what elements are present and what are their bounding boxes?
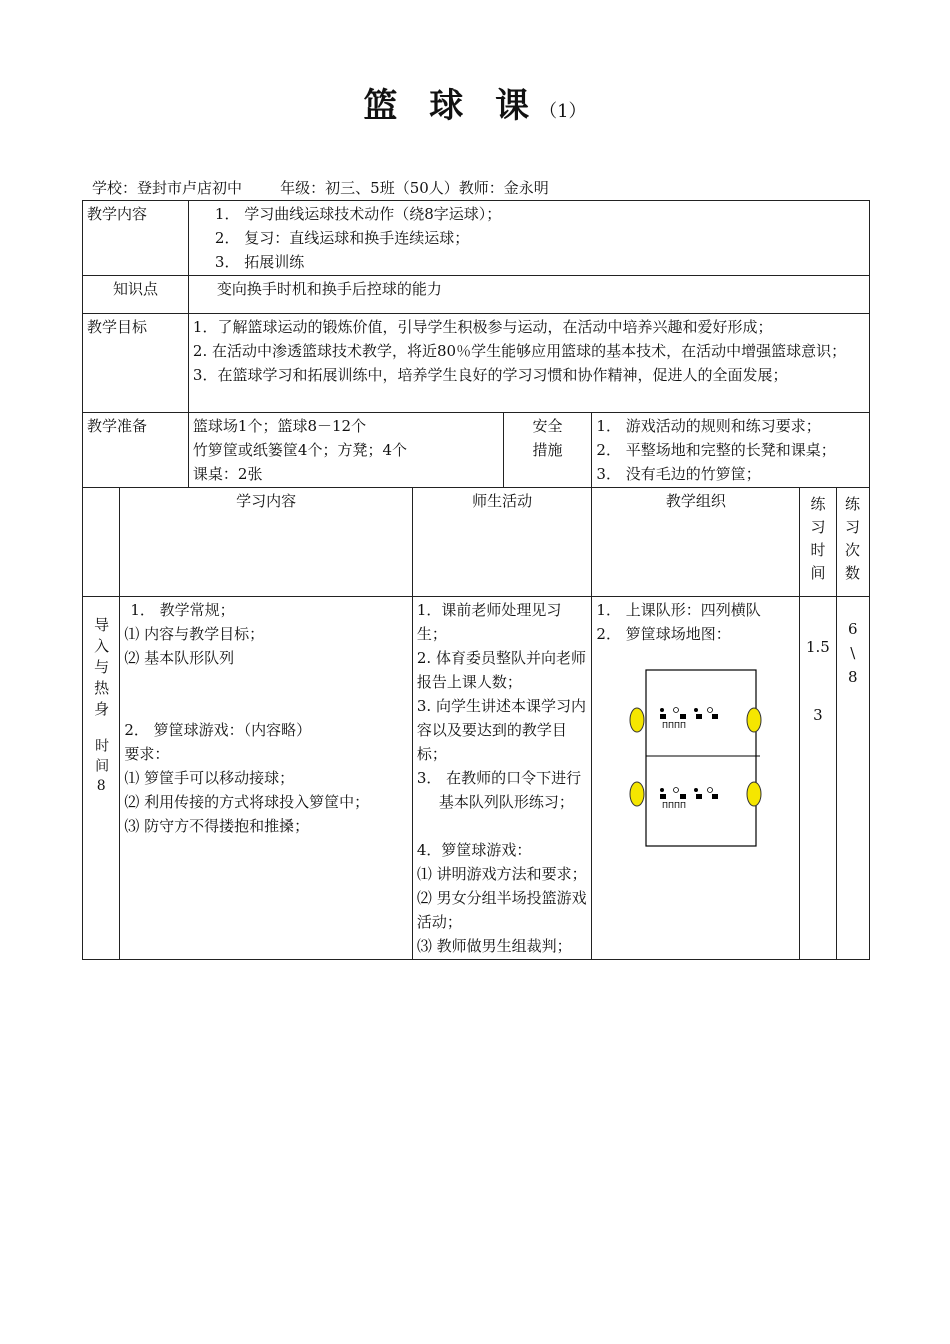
player-icon: [660, 714, 666, 719]
knowledge-text: 变向换手时机和换手后控球的能力: [188, 276, 869, 314]
basket-icon: [630, 782, 644, 806]
activity-spacer: [417, 814, 588, 838]
player-icon: [712, 714, 718, 719]
player-icon: [660, 794, 666, 799]
basket-icon: [747, 782, 761, 806]
safety-label-line: 安全: [532, 417, 563, 435]
activity-line: 3． 在教师的口令下进行基本队列队形练习；: [416, 769, 582, 811]
player-icon: [708, 788, 713, 793]
header-study: 学习内容: [120, 488, 413, 597]
study-line: ⑵ 基本队形队列: [124, 649, 235, 667]
org-line: 2． 箩筐球场地图：: [596, 625, 731, 643]
org-cell: [592, 597, 800, 960]
prep-line: 课桌：2张: [192, 465, 263, 483]
header-time: 练习时间: [800, 488, 836, 597]
activity-line: 1．课前老师处理见习生；: [416, 601, 562, 643]
section-label: 导入与热身: [92, 617, 111, 722]
time-value: 3: [813, 706, 823, 724]
count-cell: [836, 597, 869, 960]
player-icon: [694, 788, 698, 792]
header-activity: 师生活动: [412, 488, 592, 597]
court-diagram: [612, 664, 782, 854]
player-icon: [696, 714, 702, 719]
lesson-table: [82, 200, 870, 960]
study-line: ⑴ 箩筐手可以移动接球；: [124, 769, 295, 787]
player-icon: [712, 794, 718, 799]
title-sub: （1）: [539, 101, 587, 122]
player-row-text: ΠΠΠΠ: [662, 721, 687, 730]
safety-cell: [592, 413, 870, 488]
content-line: 2． 复习：直线运球和换手连续运球；: [214, 229, 470, 247]
study-line: 1． 教学常规；: [130, 601, 235, 619]
count-value: 8: [847, 668, 858, 686]
goal-line: 1．了解篮球运动的锻炼价值，引导学生积极参与运动，在活动中培养兴趣和爱好形成；: [192, 318, 773, 336]
court-outline: [646, 670, 756, 846]
basket-icon: [747, 708, 761, 732]
page-title: [0, 78, 950, 127]
time-value: 1.5: [805, 638, 830, 656]
study-line: ⑵ 利用传接的方式将球投入箩筐中；: [124, 793, 370, 811]
player-group-bottom: [660, 788, 718, 811]
activity-cell: [412, 597, 592, 960]
section-label-cell: [83, 597, 120, 960]
prep-line: 篮球场1个；篮球8－12个: [192, 417, 367, 435]
blank-header: [83, 488, 120, 597]
count-value: 6: [847, 620, 858, 638]
study-line: 要求：: [124, 745, 170, 763]
prep-label: 教学准备: [83, 413, 189, 488]
activity-line: 3. 向学生讲述本课学习内容以及要达到的教学目标；: [416, 697, 586, 763]
goals-label: 教学目标: [83, 314, 189, 413]
player-icon: [674, 788, 679, 793]
activity-line: ⑴ 讲明游戏方法和要求；: [416, 865, 587, 883]
title-main: 篮 球 课: [363, 86, 540, 126]
activity-line: ⑵ 男女分组半场投篮游戏活动；: [416, 889, 587, 931]
time-cell: [800, 597, 836, 960]
study-line: 2． 箩筐球游戏：（内容略）: [124, 721, 312, 739]
content-line: 3． 拓展训练: [214, 253, 305, 271]
org-line: 1． 上课队形：四列横队: [596, 601, 761, 619]
content-cell: [188, 201, 869, 276]
prep-cell: [188, 413, 503, 488]
player-icon: [696, 794, 702, 799]
safety-label-line: 措施: [532, 441, 563, 459]
goal-line: 3．在篮球学习和拓展训练中，培养学生良好的学习习惯和协作精神，促进人的全面发展；: [192, 366, 788, 384]
content-label: 教学内容: [83, 201, 189, 276]
basket-icon: [630, 708, 644, 732]
player-icon: [680, 714, 686, 719]
header-count: 练习次数: [836, 488, 869, 597]
player-icon: [680, 794, 686, 799]
activity-line: 2. 体育委员整队并向老师报告上课人数；: [416, 649, 586, 691]
study-line: ⑴ 内容与教学目标；: [124, 625, 265, 643]
header-org: 教学组织: [592, 488, 800, 597]
player-icon: [660, 788, 664, 792]
goals-cell: [188, 314, 869, 413]
player-row-text: ΠΠΠΠ: [662, 801, 687, 810]
player-group-top: [660, 708, 718, 731]
activity-line: ⑶ 教师做男生组裁判；: [416, 937, 572, 955]
study-cell: [120, 597, 413, 960]
player-icon: [674, 708, 679, 713]
player-icon: [694, 708, 698, 712]
prep-line: 竹箩筐或纸篓筐4个；方凳；4个: [192, 441, 408, 459]
player-icon: [708, 708, 713, 713]
content-line: 1． 学习曲线运球技术动作（绕8字运球）；: [214, 205, 502, 223]
activity-line: 4．箩筐球游戏：: [416, 841, 532, 859]
knowledge-label: 知识点: [83, 276, 189, 314]
safety-line: 1． 游戏活动的规则和练习要求；: [596, 417, 821, 435]
study-spacer: [124, 694, 408, 718]
study-line: ⑶ 防守方不得搂抱和推搡；: [124, 817, 310, 835]
safety-line: 2． 平整场地和完整的长凳和课桌；: [596, 441, 836, 459]
meta-line: 学校：登封市卢店初中 年级：初三、5班（50人）教师：金永明: [92, 179, 549, 197]
safety-label: [503, 413, 592, 488]
player-icon: [660, 708, 664, 712]
study-spacer: [124, 670, 408, 694]
section-time: 时间8: [93, 738, 110, 800]
count-value: \: [850, 644, 856, 662]
safety-line: 3． 没有毛边的竹箩筐；: [596, 465, 761, 483]
goal-line: 2. 在活动中渗透篮球技术教学，将近80％学生能够应用篮球的基本技术，在活动中增强篮球意识；: [192, 342, 847, 360]
